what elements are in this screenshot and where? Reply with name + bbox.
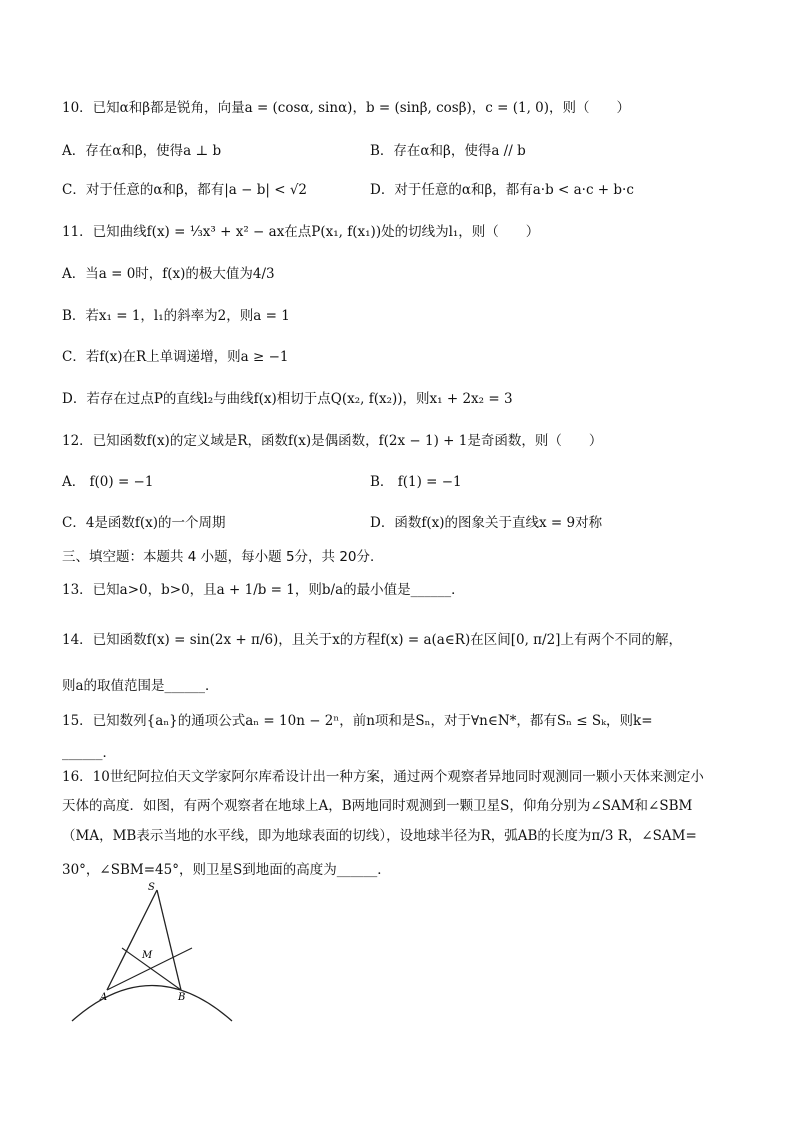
q14-line1: 14．已知函数f(x) = sin(2x + π/6)，且关于x的方程f(x) = a(a∈R)在区间[0, π/2]上有两个不同的解， [62, 632, 682, 648]
satellite-diagram [60, 878, 250, 1026]
q11-option-c: C．若f(x)在R上单调递增，则a ≥ −1 [62, 349, 289, 365]
q16-line4: 30°，∠SBM=45°，则卫星S到地面的高度为______． [62, 862, 391, 878]
q16-line1: 16．10世纪阿拉伯天文学家阿尔库希设计出一种方案，通过两个观察者异地同时观测同一颗小天体来测定小 [62, 769, 704, 785]
q12-option-c: C．4是函数f(x)的一个周期 [62, 515, 226, 531]
label-a: A [100, 992, 108, 1003]
q10-option-d: D．对于任意的α和β，都有a·b < a·c + b·c [370, 182, 634, 198]
q13: 13．已知a>0，b>0，且a + 1/b = 1，则b/a的最小值是______． [62, 582, 465, 598]
q11-option-d: D．若存在过点P的直线l₂与曲线f(x)相切于点Q(x₂, f(x₂))，则x₁ + 2x₂ = 3 [62, 391, 513, 407]
q12-option-b: B． f(1) = −1 [370, 474, 462, 490]
q15-line1: 15．已知数列{aₙ}的通项公式aₙ = 10n − 2ⁿ，前n项和是Sₙ，对于∀n∈N*，都有Sₙ ≤ Sₖ，则k= [62, 713, 653, 729]
q16-line2: 天体的高度．如图，有两个观察者在地球上A，B两地同时观测到一颗卫星S，仰角分别为∠SAM和∠SBM [62, 798, 693, 814]
label-s: S [148, 882, 155, 893]
q14-line2: 则a的取值范围是______． [62, 678, 219, 694]
section-heading-fill-in: 三、填空题：本题共 4 小题，每小题 5分，共 20分． [62, 549, 384, 565]
line-sa [107, 890, 157, 990]
q15-line2: ______． [62, 745, 116, 761]
q11-stem: 11．已知曲线f(x) = ⅓x³ + x² − ax在点P(x₁, f(x₁))处的切线为l₁，则（ ） [62, 224, 540, 240]
q10-option-b: B．存在α和β，使得a // b [370, 143, 526, 159]
q11-option-b: B．若x₁ = 1，l₁的斜率为2，则a = 1 [62, 308, 290, 324]
q12-stem: 12．已知函数f(x)的定义域是R，函数f(x)是偶函数，f(2x − 1) + 1是奇函数，则（ ） [62, 433, 603, 449]
q12-option-d: D．函数f(x)的图象关于直线x = 9对称 [370, 515, 603, 531]
q11-option-a: A．当a = 0时，f(x)的极大值为4/3 [62, 266, 275, 282]
q10-stem: 10．已知α和β都是锐角，向量a = (cosα, sinα)，b = (sinβ, cosβ)，c = (1, 0)，则（ ） [62, 100, 631, 116]
q10-option-a: A．存在α和β，使得a ⊥ b [62, 143, 222, 159]
q12-option-a: A． f(0) = −1 [62, 474, 154, 490]
earth-arc [72, 986, 232, 1022]
q16-line3: （MA，MB表示当地的水平线，即为地球表面的切线），设地球半径为R，弧AB的长度为π/3 R，∠SAM= [62, 828, 697, 844]
q10-option-c: C．对于任意的α和β，都有|a − b| < √2 [62, 182, 308, 198]
label-m: M [142, 950, 153, 961]
label-b: B [178, 992, 186, 1003]
